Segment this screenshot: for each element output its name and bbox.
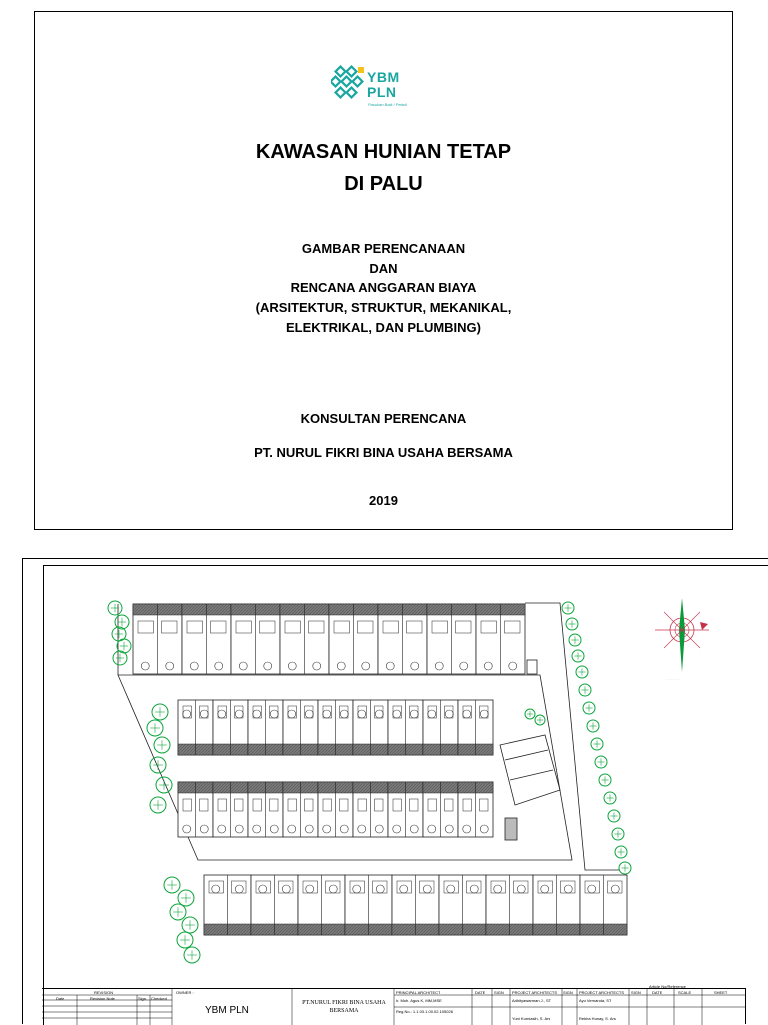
principal-architect-reg: Reg.No.: 1.1.03.1.00.02.105026 xyxy=(396,1009,453,1014)
consultant-name: PT. NURUL FIKRI BINA USAHA BERSAMA xyxy=(254,445,513,460)
project-architect-4: Rekha Hunay, S. Ars xyxy=(579,1016,616,1021)
scale-label: SCALE xyxy=(678,990,692,995)
sign-label-2: SIGN xyxy=(563,990,573,995)
col-date: Date xyxy=(56,996,65,1001)
revision-header: REVISION xyxy=(94,990,114,995)
site-plan-frame xyxy=(43,565,768,1025)
subtitle-line-1: GAMBAR PERENCANAAN xyxy=(301,241,466,256)
title-line-1: KAWASAN HUNIAN TETAP xyxy=(255,141,512,163)
sign-label-1: SIGN xyxy=(494,990,504,995)
subtitle-line-3: RENCANA ANGGARAN BIAYA xyxy=(290,280,477,295)
logo-text-pln: PLN xyxy=(367,84,397,100)
consultant-label: KONSULTAN PERENCANA xyxy=(300,411,467,426)
article-label: Article No/Reference xyxy=(649,984,686,989)
consultant-line-1: PT.NURUL FIKRI BINA USAHA xyxy=(302,1000,386,1006)
logo-tagline: Pasukan Baik / Peduli xyxy=(368,102,407,107)
logo-text-ybm: YBM xyxy=(367,69,400,85)
sign-label-3: SIGN xyxy=(631,990,641,995)
project-architect-1: Adhityawarman J., ST xyxy=(512,998,552,1003)
subtitle-line-2: DAN xyxy=(369,261,398,276)
principal-architect-name: Ir. Moh. Agus K, MM,MSE xyxy=(396,998,442,1003)
owner-name: YBM PLN xyxy=(205,1005,249,1016)
compass-label: · · · · · · · · xyxy=(666,677,680,681)
principal-architect-label: PRINCIPAL ARCHITECT xyxy=(396,990,441,995)
col-checked: Checked xyxy=(151,996,167,1001)
date-label-1: DATE xyxy=(475,990,486,995)
cover-frame xyxy=(34,11,733,530)
project-architects-label-2: PROJECT ARCHITECTS xyxy=(579,990,625,995)
project-architect-3: Yuni Kurniasih, S. Ars xyxy=(512,1016,551,1021)
title-line-2: DI PALU xyxy=(344,173,423,195)
project-architect-2: Ayu Vernanda, ST xyxy=(579,998,612,1003)
title-block xyxy=(42,984,746,1024)
subtitle-line-4: (ARSITEKTUR, STRUKTUR, MEKANIKAL, xyxy=(255,300,512,315)
sheet-label: SHEET xyxy=(714,990,728,995)
col-sign: Sign. xyxy=(138,996,148,1001)
cover-year: 2019 xyxy=(369,493,398,508)
subtitle-line-5: ELEKTRIKAL, DAN PLUMBING) xyxy=(286,320,481,335)
logo-mark-icon xyxy=(331,65,367,105)
site-plan-sheet xyxy=(22,558,768,1024)
date-label-2: DATE xyxy=(652,990,663,995)
owner-label: OWNER : xyxy=(176,990,194,995)
col-note: Revision Note xyxy=(90,996,115,1001)
project-architects-label-1: PROJECT ARCHITECTS xyxy=(512,990,558,995)
ybm-pln-logo xyxy=(331,65,437,115)
consultant-line-2: BERSAMA xyxy=(329,1008,359,1014)
